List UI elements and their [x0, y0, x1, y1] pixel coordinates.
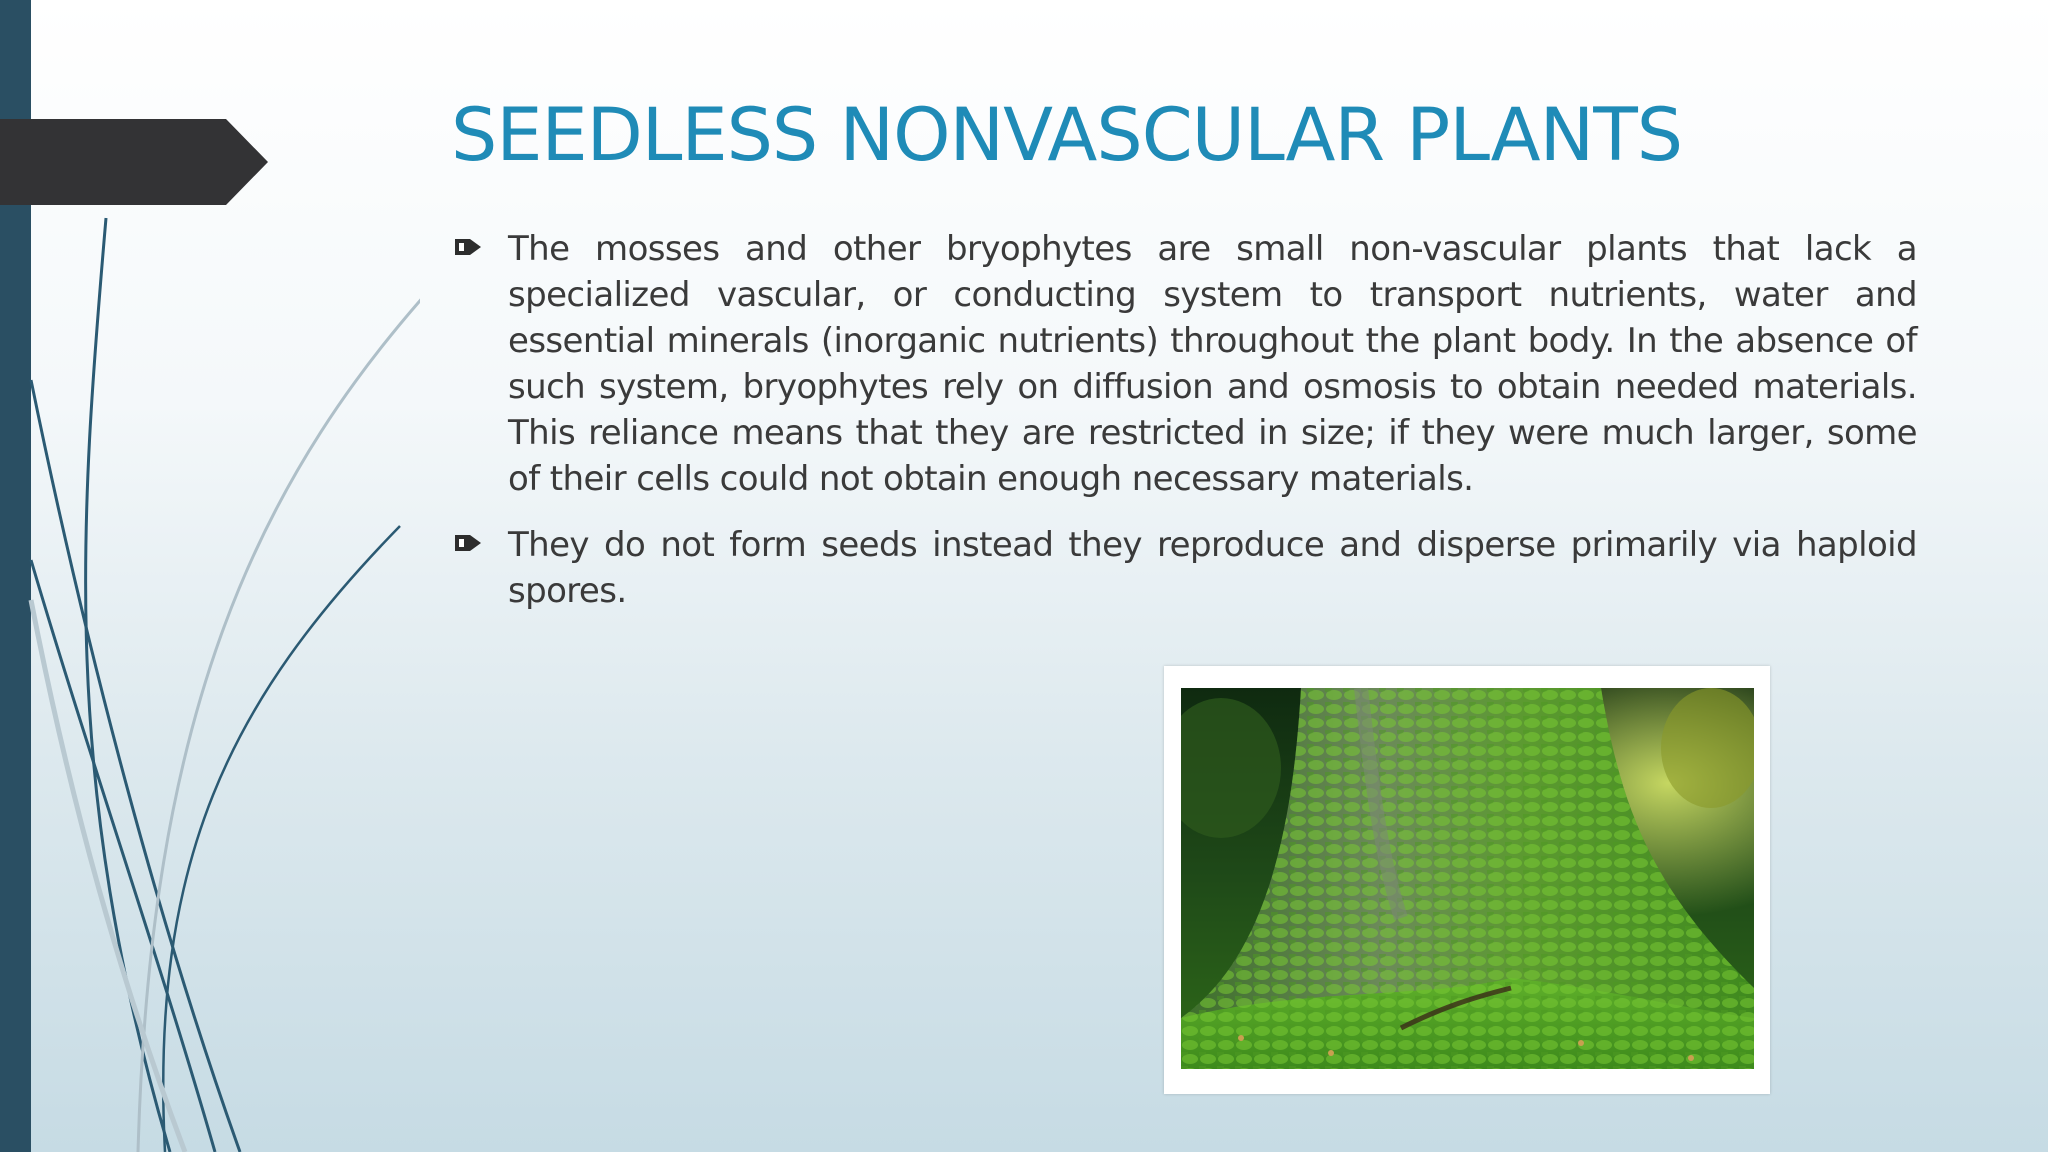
moss-tree-photo — [1181, 688, 1754, 1069]
list-item — [451, 522, 1917, 614]
list-item — [451, 226, 1917, 502]
slide-title: SEEDLESS NONVASCULAR PLANTS — [451, 93, 1683, 178]
photo-frame — [1164, 666, 1770, 1094]
arrow-bullet-icon — [453, 236, 483, 258]
bullet-list — [451, 226, 1917, 634]
arrow-bullet-icon — [453, 532, 483, 554]
arrow-tab-shape — [0, 119, 268, 205]
bullet-text: They do not form seeds instead they reproduce and disperse primarily via haploid spores. — [508, 525, 1917, 611]
bullet-text: The mosses and other bryophytes are small non-vascular plants that lack a specialized vascular, or conducting system to transport nutrients, water and essential minerals (inorganic nutrients) throughout the plant body. In the absence of such system, bryophytes rely on diffusion and osmosis to obtain needed materials. This reliance means that they are restricted in size; if they were much larger, some of their cells could not obtain enough necessary materials. — [508, 229, 1917, 499]
